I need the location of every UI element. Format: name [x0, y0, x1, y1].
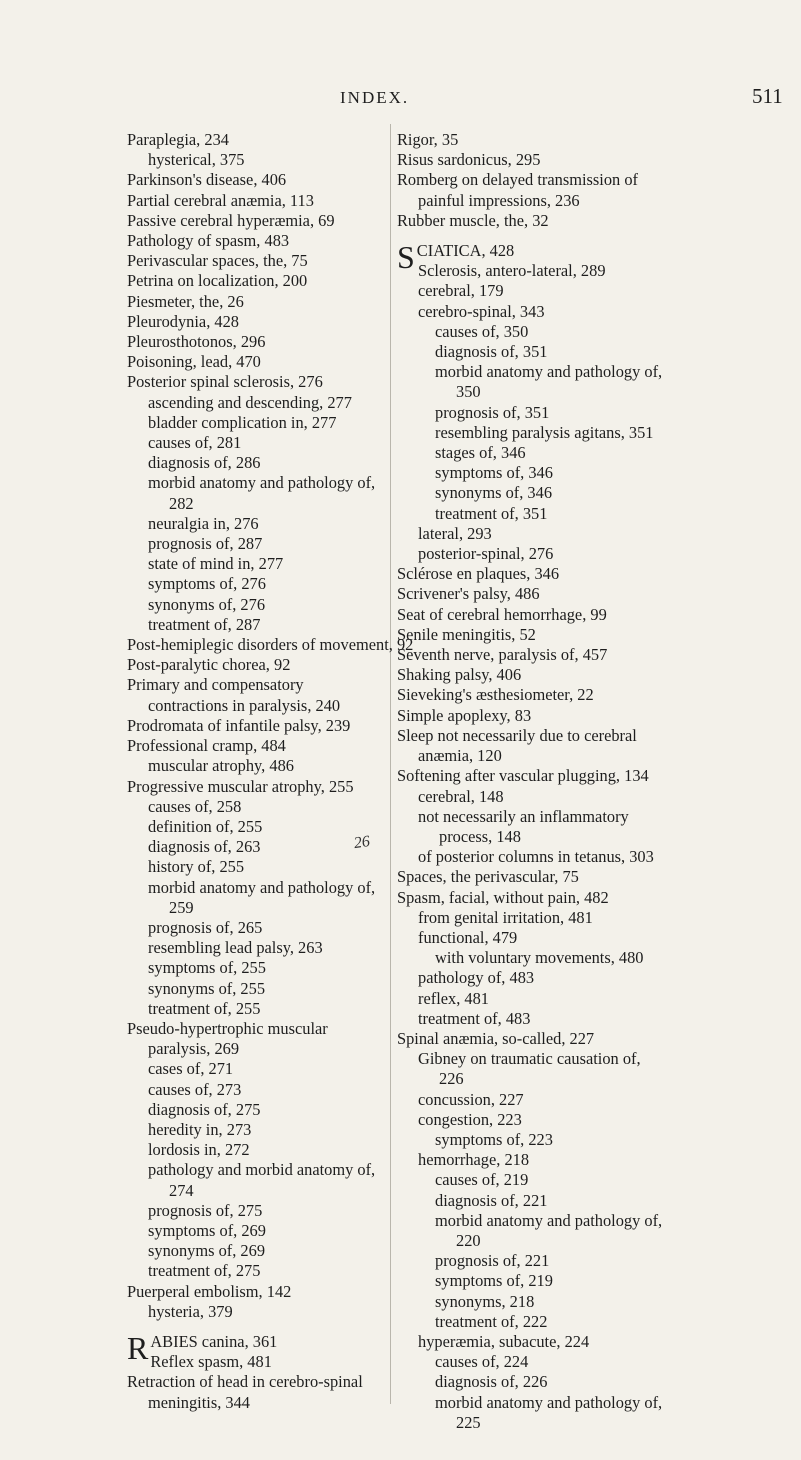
index-entry — [397, 544, 667, 564]
index-entry — [127, 979, 385, 999]
index-entry-text: morbid anatomy and pathology of, 350 — [435, 362, 663, 402]
index-entry-text: Sieveking's æsthesiometer, 22 — [397, 685, 594, 705]
section-gap — [397, 231, 667, 241]
index-entry — [397, 665, 667, 685]
index-entry-text: Piesmeter, the, 26 — [127, 291, 244, 311]
index-entry-text: morbid anatomy and pathology of, 282 — [148, 473, 376, 513]
index-entry-text: hysterical, 375 — [148, 150, 245, 170]
index-entry-text: treatment of, 275 — [148, 1261, 261, 1281]
index-entry — [397, 211, 667, 231]
index-entry — [397, 362, 667, 402]
index-entry — [127, 1302, 385, 1322]
index-entry — [127, 170, 385, 190]
index-entry — [127, 1019, 385, 1059]
index-entry-text: resembling paralysis agitans, 351 — [435, 422, 654, 442]
index-entry — [397, 1009, 667, 1029]
index-entry-text: Scrivener's palsy, 486 — [397, 584, 540, 604]
index-entry-text: ABIES canina, 361 — [150, 1331, 278, 1351]
index-entry-text: morbid anatomy and pathology of, 225 — [435, 1392, 663, 1432]
index-entry-text: Sclérose en plaques, 346 — [397, 564, 560, 584]
index-entry-text: Paraplegia, 234 — [127, 130, 229, 149]
index-entry — [397, 645, 667, 665]
index-entry-text: prognosis of, 287 — [148, 534, 263, 554]
index-entry-text: reflex, 481 — [418, 988, 489, 1008]
index-entry-text: diagnosis of, 286 — [148, 453, 261, 473]
index-entry-text: Shaking palsy, 406 — [397, 665, 522, 685]
index-entry — [127, 1100, 385, 1120]
index-entry-text: treatment of, 351 — [435, 503, 548, 523]
index-entry — [127, 1352, 385, 1372]
index-entry — [397, 483, 667, 503]
index-entry — [127, 655, 385, 675]
index-entry — [127, 1261, 385, 1281]
index-entry — [127, 231, 385, 251]
index-entry — [127, 130, 385, 150]
index-entry — [397, 1170, 667, 1190]
index-entry — [127, 1372, 385, 1412]
index-entry — [397, 928, 667, 948]
index-entry — [127, 393, 385, 413]
index-entry-text: Prodromata of infantile palsy, 239 — [127, 715, 351, 735]
index-entry-text: Pleurosthotonos, 296 — [127, 332, 266, 352]
index-entry — [397, 1130, 667, 1150]
index-entry — [127, 999, 385, 1019]
index-entry-text: stages of, 346 — [435, 443, 526, 463]
index-entry-text: treatment of, 255 — [148, 998, 261, 1018]
index-entry-text: not necessarily an inflammatory process, 148 — [418, 806, 629, 846]
index-entry-text: causes of, 258 — [148, 796, 242, 816]
index-entry — [397, 1251, 667, 1271]
index-entry — [127, 352, 385, 372]
index-entry — [127, 1160, 385, 1200]
index-entry-text: pathology of, 483 — [418, 968, 535, 988]
index-entry-text: Reflex spasm, 481 — [150, 1352, 272, 1372]
index-entry-text: causes of, 219 — [435, 1170, 529, 1190]
index-entry — [397, 766, 667, 786]
index-entry — [127, 554, 385, 574]
index-entry-text: symptoms of, 255 — [148, 958, 266, 978]
index-entry — [397, 423, 667, 443]
index-entry-text: Pathology of spasm, 483 — [127, 231, 290, 251]
index-entry-text: cerebral, 148 — [418, 786, 504, 806]
index-entry — [397, 403, 667, 423]
index-entry-text: Seat of cerebral hemorrhage, 99 — [397, 604, 607, 624]
index-entry — [397, 322, 667, 342]
index-entry-text: causes of, 350 — [435, 321, 529, 341]
index-entry — [127, 918, 385, 938]
index-entry-text: diagnosis of, 221 — [435, 1190, 548, 1210]
index-entry — [127, 736, 385, 756]
index-entry — [397, 847, 667, 867]
page-number: 511 — [752, 84, 783, 108]
index-entry-text: cases of, 271 — [148, 1059, 234, 1079]
index-entry — [127, 271, 385, 291]
column-divider — [390, 124, 391, 1404]
index-entry — [127, 756, 385, 776]
index-entry-text: diagnosis of, 263 — [148, 837, 261, 857]
index-entry — [397, 504, 667, 524]
index-entry — [397, 989, 667, 1009]
index-entry-text: cerebral, 179 — [418, 281, 504, 301]
index-entry — [127, 453, 385, 473]
running-title: INDEX. — [340, 88, 410, 107]
index-entry — [127, 878, 385, 918]
index-entry-text: diagnosis of, 351 — [435, 342, 548, 362]
index-entry-text: Pseudo-hypertrophic muscular paralysis, 269 — [127, 1018, 328, 1059]
index-entry-text: symptoms of, 223 — [435, 1129, 553, 1149]
index-entry — [127, 150, 385, 170]
index-entry — [127, 1282, 385, 1302]
index-entry-text: diagnosis of, 275 — [148, 1099, 261, 1119]
index-entry — [127, 817, 385, 837]
index-entry — [127, 574, 385, 594]
index-entry-text: symptoms of, 219 — [435, 1271, 553, 1291]
index-entry-text: synonyms, 218 — [435, 1291, 535, 1311]
index-entry-text: prognosis of, 275 — [148, 1200, 263, 1220]
index-entry — [127, 251, 385, 271]
index-entry-text: neuralgia in, 276 — [148, 513, 259, 533]
index-entry-text: Poisoning, lead, 470 — [127, 352, 261, 372]
index-entry-text: Post-paralytic chorea, 92 — [127, 655, 291, 675]
index-entry — [127, 857, 385, 877]
index-entry-text: synonyms of, 276 — [148, 594, 266, 614]
index-entry-text: symptoms of, 276 — [148, 574, 266, 594]
index-entry-text: Posterior spinal sclerosis, 276 — [127, 372, 323, 392]
index-entry — [397, 1393, 667, 1433]
index-entry — [127, 1241, 385, 1261]
index-entry-text: lordosis in, 272 — [148, 1140, 250, 1160]
index-entry-text: Risus sardonicus, 295 — [397, 150, 541, 170]
index-entry — [127, 1221, 385, 1241]
index-entry-text: prognosis of, 221 — [435, 1251, 550, 1271]
index-entry-text: Post-hemiplegic disorders of movement, 92 — [127, 635, 414, 655]
index-entry — [397, 261, 667, 281]
section-gap — [127, 1322, 385, 1332]
drop-cap-letter: S — [397, 239, 415, 276]
index-entry-text: Seventh nerve, paralysis of, 457 — [397, 645, 608, 665]
index-entry — [127, 312, 385, 332]
index-entry — [127, 777, 385, 797]
index-entry-text: Spinal anæmia, so-called, 227 — [397, 1028, 595, 1048]
index-entry-text: Petrina on localization, 200 — [127, 271, 308, 291]
index-entry-text: Pleurodynia, 428 — [127, 311, 239, 331]
index-entry-text: Progressive muscular atrophy, 255 — [127, 776, 354, 796]
index-entry-text: history of, 255 — [148, 857, 245, 877]
index-entry-text: causes of, 273 — [148, 1079, 242, 1099]
page-header — [0, 84, 801, 114]
index-entry-text: morbid anatomy and pathology of, 259 — [148, 877, 376, 917]
index-entry-text: symptoms of, 346 — [435, 463, 553, 483]
index-entry — [397, 1292, 667, 1312]
index-entry-text: CIATICA, 428 — [416, 241, 515, 261]
index-entry-text: from genital irritation, 481 — [418, 907, 593, 927]
index-entry-text: with voluntary movements, 480 — [435, 948, 644, 968]
index-entry-text: Softening after vascular plugging, 134 — [397, 766, 649, 786]
index-entry-text: Puerperal embolism, 142 — [127, 1281, 292, 1301]
index-entry-text: Rigor, 35 — [397, 130, 459, 149]
index-entry — [397, 625, 667, 645]
index-entry — [397, 1029, 667, 1049]
index-entry-text: Retraction of head in cerebro-spinal meningitis, 344 — [127, 1372, 363, 1412]
index-entry — [397, 524, 667, 544]
index-entry — [397, 302, 667, 322]
index-entry-text: functional, 479 — [418, 927, 518, 947]
index-entry-text: pathology and morbid anatomy of, 274 — [148, 1160, 376, 1200]
index-entry — [397, 463, 667, 483]
index-entry — [397, 685, 667, 705]
index-entry — [397, 1150, 667, 1170]
index-entry — [127, 191, 385, 211]
index-entry — [127, 938, 385, 958]
index-entry-text: Passive cerebral hyperæmia, 69 — [127, 210, 335, 230]
index-entry-text: hysteria, 379 — [148, 1301, 233, 1321]
index-entry — [397, 726, 667, 766]
index-entry-text: Rubber muscle, the, 32 — [397, 210, 549, 230]
index-entry — [127, 332, 385, 352]
index-entry — [397, 1049, 667, 1089]
index-entry-text: Simple apoplexy, 83 — [397, 705, 532, 725]
index-entry-text: prognosis of, 351 — [435, 402, 550, 422]
index-entry-text: resembling lead palsy, 263 — [148, 938, 323, 958]
index-entry-text: synonyms of, 255 — [148, 978, 266, 998]
index-entry — [397, 170, 667, 210]
index-entry — [127, 615, 385, 635]
index-entry-text: bladder complication in, 277 — [148, 412, 337, 432]
index-entry-text: morbid anatomy and pathology of, 220 — [435, 1210, 663, 1250]
index-entry — [397, 908, 667, 928]
index-entry-text: synonyms of, 346 — [435, 483, 553, 503]
index-entry — [127, 595, 385, 615]
index-entry — [127, 473, 385, 513]
index-entry — [127, 797, 385, 817]
index-entry — [397, 605, 667, 625]
index-entry — [397, 150, 667, 170]
index-entry-text: lateral, 293 — [418, 523, 492, 543]
index-entry — [397, 1211, 667, 1251]
handwritten-margin-note: 26 — [352, 832, 372, 853]
index-entry-text: treatment of, 287 — [148, 614, 261, 634]
index-entry — [127, 292, 385, 312]
index-entry — [127, 837, 385, 857]
index-entry — [397, 968, 667, 988]
index-entry-text: synonyms of, 269 — [148, 1241, 266, 1261]
index-entry — [397, 281, 667, 301]
index-column-right — [397, 130, 667, 1433]
index-entry — [127, 1201, 385, 1221]
index-entry-text: heredity in, 273 — [148, 1119, 252, 1139]
index-entry-text: Sleep not necessarily due to cerebral anæmia, 120 — [397, 725, 637, 766]
index-entry-text: cerebro-spinal, 343 — [418, 301, 545, 321]
index-entry — [127, 675, 385, 715]
index-entry — [127, 514, 385, 534]
index-entry-text: causes of, 224 — [435, 1352, 529, 1372]
index-entry-text: Primary and compensatory contractions in paralysis, 240 — [127, 675, 341, 715]
index-entry — [397, 787, 667, 807]
index-entry-text: treatment of, 483 — [418, 1008, 531, 1028]
index-entry — [127, 413, 385, 433]
index-entry — [397, 1312, 667, 1332]
index-entry-text: posterior-spinal, 276 — [418, 544, 554, 564]
index-entry — [397, 1332, 667, 1352]
index-entry — [397, 807, 667, 847]
index-entry — [127, 1080, 385, 1100]
index-entry — [397, 867, 667, 887]
index-entry-text: causes of, 281 — [148, 433, 242, 453]
index-entry-text: state of mind in, 277 — [148, 554, 284, 574]
index-entry-text: Parkinson's disease, 406 — [127, 170, 287, 190]
index-entry-text: definition of, 255 — [148, 816, 263, 836]
index-entry-text: Spasm, facial, without pain, 482 — [397, 887, 609, 907]
index-entry-text: Spaces, the perivascular, 75 — [397, 867, 579, 887]
index-entry — [127, 716, 385, 736]
index-entry — [397, 584, 667, 604]
index-entry — [397, 1372, 667, 1392]
index-entry-text: prognosis of, 265 — [148, 917, 263, 937]
index-entry-text: concussion, 227 — [418, 1089, 524, 1109]
index-entry — [127, 211, 385, 231]
index-entry — [127, 433, 385, 453]
index-entry-text: congestion, 223 — [418, 1109, 522, 1129]
index-entry — [127, 372, 385, 392]
index-entry — [127, 1120, 385, 1140]
index-entry-text: Sclerosis, antero-lateral, 289 — [418, 261, 606, 281]
index-entry-text: ascending and descending, 277 — [148, 392, 352, 412]
drop-cap-letter: R — [127, 1329, 149, 1366]
index-entry — [397, 564, 667, 584]
index-entry — [397, 443, 667, 463]
index-entry — [397, 1352, 667, 1372]
index-entry — [397, 888, 667, 908]
index-entry — [397, 1090, 667, 1110]
index-entry-text: symptoms of, 269 — [148, 1220, 266, 1240]
index-entry — [127, 534, 385, 554]
index-entry — [397, 130, 667, 150]
index-entry — [127, 958, 385, 978]
index-entry — [127, 1140, 385, 1160]
index-entry-text: muscular atrophy, 486 — [148, 756, 294, 776]
index-entry-text: Senile meningitis, 52 — [397, 624, 536, 644]
index-entry — [397, 1191, 667, 1211]
index-entry-text: hemorrhage, 218 — [418, 1150, 530, 1170]
index-entry-text: Gibney on traumatic causation of, 226 — [418, 1049, 641, 1089]
index-entry — [397, 706, 667, 726]
index-entry — [127, 635, 414, 655]
index-column-left — [127, 130, 414, 1413]
index-entry-text: Romberg on delayed transmission of painful impressions, 236 — [397, 170, 638, 210]
index-entry — [127, 1059, 385, 1079]
index-entry-text: Perivascular spaces, the, 75 — [127, 251, 308, 271]
index-entry-text: Partial cerebral anæmia, 113 — [127, 190, 314, 210]
index-entry — [397, 342, 667, 362]
index-entry-text: of posterior columns in tetanus, 303 — [418, 847, 654, 867]
index-entry — [397, 1110, 667, 1130]
index-entry-text: treatment of, 222 — [435, 1311, 548, 1331]
index-entry-text: diagnosis of, 226 — [435, 1372, 548, 1392]
index-entry — [397, 1271, 667, 1291]
index-entry-text: hyperæmia, subacute, 224 — [418, 1331, 590, 1351]
index-entry-text: Professional cramp, 484 — [127, 736, 286, 756]
index-entry — [397, 948, 667, 968]
